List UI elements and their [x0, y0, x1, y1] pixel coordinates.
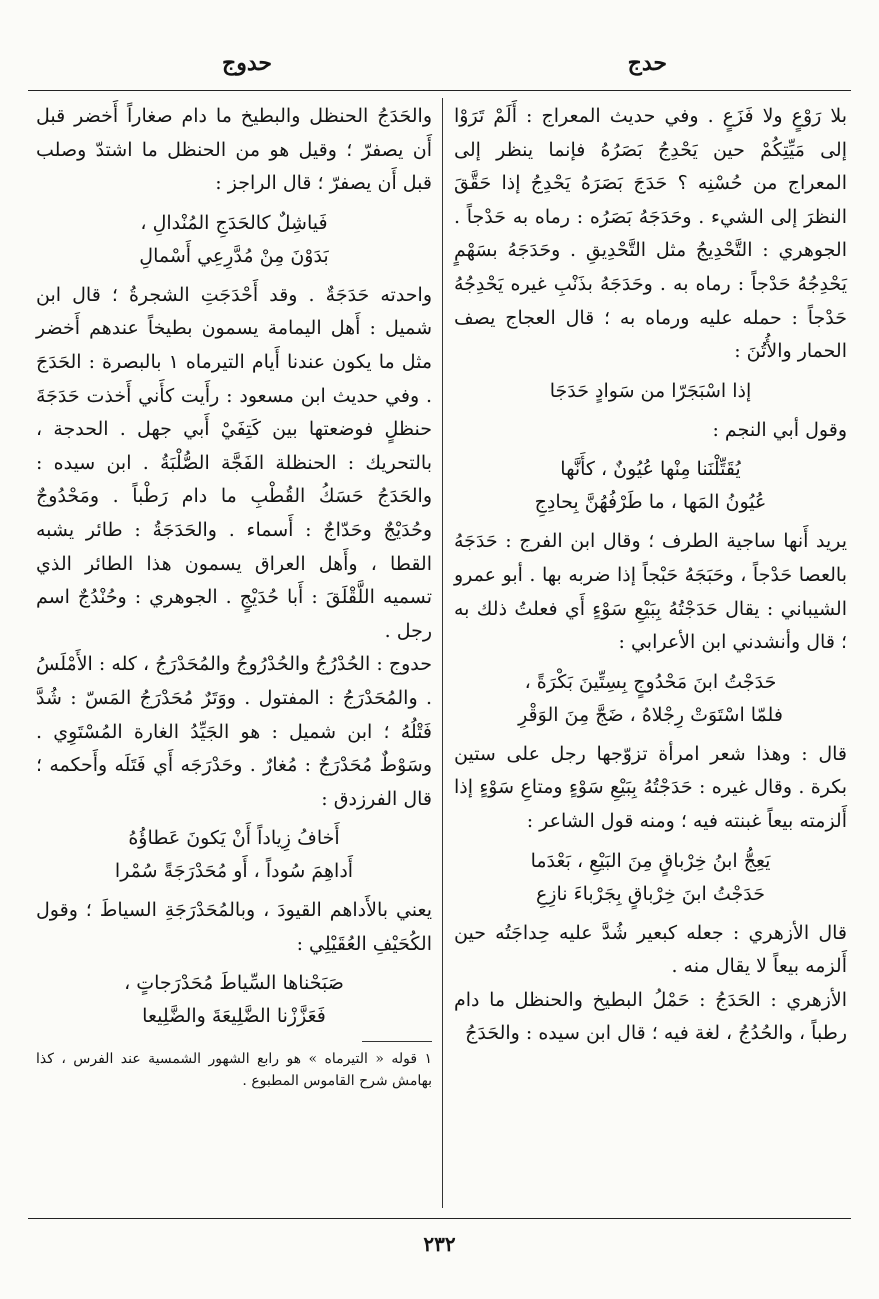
right-column — [454, 100, 847, 1051]
paragraph: الأزهري : الحَدَجُ : حَمْلُ البطيخ والحنظل ما دام رطباً ، والحُدُجُ ، لغة فيه ؛ قال ابن سيده : والحَدَجُ — [454, 988, 847, 1045]
paragraph: يعني بالأَداهم القيودَ ، وبالمُحَدْرَجَةِ السياطَ ؛ وقول الكُحَيْفِ العُقَيْلِي : — [36, 899, 432, 955]
verse — [454, 453, 847, 519]
verse — [36, 822, 432, 888]
verse-line: عُيُونُ المَها ، ما طَرْفُهُنَّ بِحادِجِ — [534, 491, 767, 514]
header-root-right: حدج — [627, 50, 667, 76]
verse — [454, 375, 847, 408]
column-divider — [442, 98, 443, 1208]
paragraph: وقول أبي النجم : — [712, 418, 847, 441]
header-root-left: حدوج — [222, 50, 272, 76]
verse-line: أَخافُ زِياداً أَنْ يَكونَ عَطاؤُهُ — [128, 827, 340, 850]
verse-line: فَعَزَّزْنا الضَّلِيعَةَ والضَّلِيعا — [142, 1005, 326, 1028]
verse — [454, 666, 847, 732]
page-number: ٢٣٢ — [423, 1232, 456, 1256]
verse — [36, 967, 432, 1033]
paragraph: يريد أَنها ساجية الطرف ؛ وقال ابن الفرج : حَدَجَهُ بالعصا حَدْجاً ، وحَبَجَهُ حَبْجاً إذا ضربه بها . أبو عمرو الشيباني : يقال حَدَجْتُهُ بِبَيْعِ سَوْءٍ أَي فعلتُ ذلك به ؛ قال وأنشدني ابن الأعرابي : — [454, 530, 847, 654]
verse — [454, 845, 847, 911]
top-rule — [28, 90, 851, 91]
verse-line: فَياشِلٌ كالحَدَجِ المُنْدالِ ، — [140, 211, 328, 234]
verse — [36, 207, 432, 273]
paragraph: بلا رَوْعٍ ولا فَزَعٍ . وفي حديث المعراج : أَلَمْ تَرَوْا إلى مَيِّتِكُمْ حين يَحْدِجُ بَصَرُهُ فإنما ينظر إلى المعراج من حُسْنِه ؟ حَدَجَ بَصَرَهُ يَحْدِجُ إذا حَقَّقَ النظرَ إلى الشيء . وحَدَجَهُ بَصَرُه : رماه به حَدْجاً . الجوهري : التَّحْدِيجُ مثل التَّحْدِيقِ . وحَدَجَهُ بسَهْمٍ يَحْدِجُهُ حَدْجاً : رماه به . وحَدَجَهُ بذَنْبِ غيره يَحْدِجُهُ حَدْجاً : حمله عليه ورماه به ؛ قال العجاج يصف الحمار والأُتُنَ : — [454, 105, 847, 363]
paragraph: قال الأزهري : جعله كبعير شُدَّ عليه حِداجَتُه حين أَلزمه بيعاً لا يقال منه . — [454, 921, 847, 978]
entry-hadraj: حدوج : الحُدْرُجُ والحُدْرُوجُ والمُحَدْرَجُ ، كله : الأَمْلَسُ . والمُحَدْرَجُ : المفتول . ووَتَرٌ مُحَدْرَجُ المَسّ : شُدَّ فَتْلُهُ ؛ ابن شميل : هو الجَيِّدُ الغارة المُسْتَوِي . وسَوْطٌ مُحَدْرَجٌ : مُغارٌ . وحَدْرَجَه أَي فَتَلَه وأَحكمه ؛ قال الفرزدق : — [36, 653, 432, 810]
verse-line: إذا اسْبَجَرّا من سَوادٍ حَدَجَا — [549, 379, 752, 402]
verse-line: حَدَجْتُ ابنَ مَحْدُوجٍ بِسِتِّينَ بَكْرَةً ، — [524, 670, 777, 693]
footnote: ١ قوله « التيرماه » هو رابع الشهور الشمسية عند الفرس ، كذا بهامش شرح القاموس المطبوع . — [36, 1051, 432, 1090]
verse-line: يَعِجُّ ابنُ خِرْباقٍ مِنَ البَيْعِ ، بَعْدَما — [530, 849, 771, 872]
paragraph: واحدته حَدَجَةٌ . وقد أَحْدَجَتِ الشجرةُ ؛ قال ابن شميل : أَهل اليمامة يسمون بطيخاً عندهم أَخضر مثل ما يكون عندنا أَيام التيرماه ١ بالبصرة : الحَدَجَ . وفي حديث ابن مسعود : رأَيت كأَني أَخذت حَدَجَةَ حنظلٍ فوضعتها بين كَتِفَيْ أَبي جهل . الحدجة ، بالتحريك : الحنظلة الفَجَّة الصُّلْبَةُ . ابن سيده : والحَدَجُ حَسَكُ القُطْبِ ما دام رَطْباً . ومَحْدُوجٌ وحُدَيْجٌ وحَدّاجٌ : أَسماء . والحَدَجَةُ : طائر يشبه القطا ، وأَهل العراق يسمون هذا الطائر الذي تسميه اللَّقْلَقَ : أَبا حُدَيْجٍ . الجوهري : وحُنْدُجٌ اسم رجل . — [36, 283, 433, 642]
verse-line: يُقَتِّلْنَنا مِنْها عُيُونٌ ، كأَنَّها — [560, 458, 741, 481]
paragraph: قال : وهذا شعر امرأة تزوّجها رجل على ستين بكرة . وقال غيره : حَدَجْتُهُ بِبَيْعِ سَوْءٍ ومتاعِ سَوْءٍ إذا أَلزمته بيعاً غبنته فيه ؛ ومنه قول الشاعر : — [454, 742, 847, 832]
verse-line: صَبَحْناها السِّياطَ مُحَدْرَجاتٍ ، — [124, 972, 344, 995]
left-column — [36, 100, 432, 1160]
bottom-rule — [28, 1218, 851, 1219]
footnote-rule — [362, 1041, 432, 1042]
verse-line: فلمّا اسْتَوَتْ رِجْلاهُ ، ضَجَّ مِنَ الوَقْرِ — [518, 703, 783, 726]
paragraph: والحَدَجُ الحنظل والبطيخ ما دام صغاراً أَخضر قبل أَن يصفرّ ؛ وقيل هو من الحنظل ما اشتدّ وصلب قبل أَن يصفرّ ؛ قال الراجز : — [36, 105, 432, 195]
verse-line: بَدَوْنَ مِنْ مُدَّرِعِي أَسْمالِ — [139, 244, 329, 267]
verse-line: أَداهِمَ سُوداً ، أَو مُحَدْرَجَةً سُمْرا — [114, 860, 354, 883]
verse-line: حَدَجْتُ ابنَ خِرْباقٍ بِجَرْباءَ نازِعِ — [536, 882, 765, 905]
